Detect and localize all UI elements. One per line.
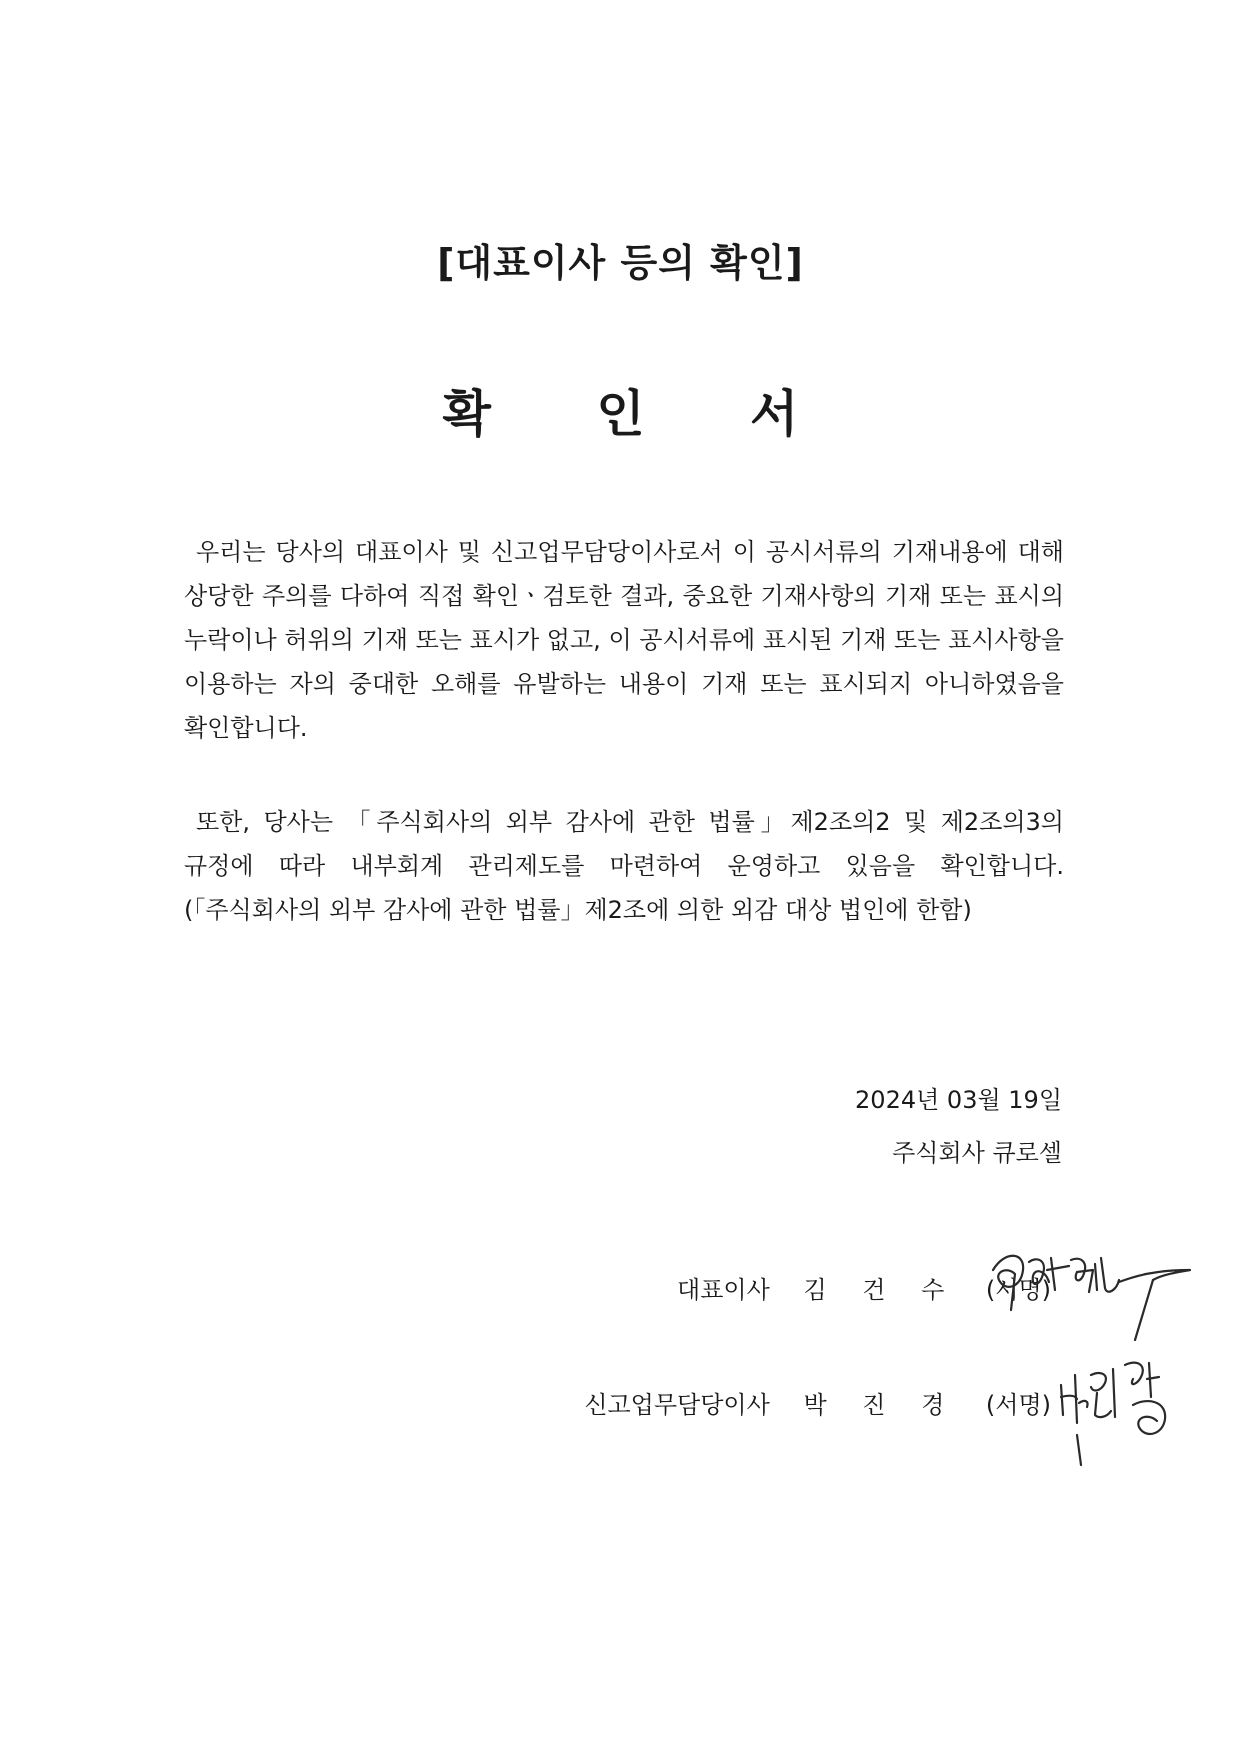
cfo-handwritten-signature — [1055, 1345, 1185, 1470]
cfo-role: 신고업무담당이사 — [584, 1391, 770, 1419]
ceo-role: 대표이사 — [677, 1276, 770, 1304]
cfo-signature-row — [584, 1385, 1051, 1425]
cfo-sign-label: (서명) — [985, 1391, 1051, 1419]
ceo-handwritten-signature — [985, 1240, 1195, 1360]
confirmation-paragraph: 우리는 당사의 대표이사 및 신고업무담당이사로서 이 공시서류의 기재내용에 대해 상당한 주의를 다하여 직접 확인ㆍ검토한 결과, 중요한 기재사항의 기재 또는 표시의 누락이나 허위의 기재 또는 표시가 없고, 이 공시서류에 표시된 기재 또는 표시사항을 이용하는 자의 중대한 오해를 유발하는 내용이 기재 또는 표시되지 아니하였음을 확인합니다. — [184, 538, 1064, 742]
document-title: 확 인 서 — [442, 385, 843, 443]
internal-control-paragraph: 또한, 당사는 「주식회사의 외부 감사에 관한 법률」제2조의2 및 제2조의3의 규정에 따라 내부회계 관리제도를 마련하여 운영하고 있음을 확인합니다.(「주식회사의 외부 감사에 관한 법률」제2조에 의한 외감 대상 법인에 한함) — [184, 808, 1064, 924]
cfo-name: 박 진 경 — [803, 1391, 959, 1419]
document-date: 2024년 03월 19일 — [855, 1086, 1062, 1114]
section-heading: [대표이사 등의 확인] — [437, 241, 804, 285]
ceo-sign-label: (서명) — [985, 1276, 1051, 1304]
company-name: 주식회사 큐로셀 — [892, 1139, 1062, 1167]
ceo-name: 김 건 수 — [803, 1276, 959, 1304]
